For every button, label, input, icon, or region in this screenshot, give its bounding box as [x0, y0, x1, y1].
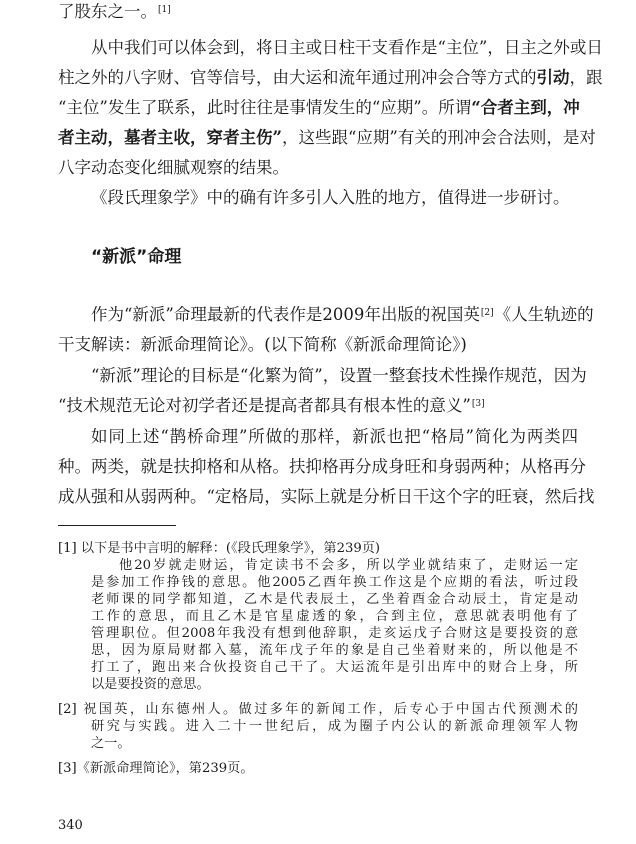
footnote-line: [2] 祝国英，山东德州人。做过多年的新闻工作，后专心于中国古代预测术的 [58, 702, 578, 717]
text-run: “技术规范无论对初学者还是提高者都具有根本性的意义” [58, 396, 471, 415]
text-run: 《段氏理象学》中的确有许多引人入胜的地方，值得进一步研讨。 [91, 188, 570, 207]
bold-text: 引动 [536, 68, 570, 87]
text-run: 了股东之一。 [58, 2, 157, 21]
footnote-line: 研究与实践。进入二十一世纪后，成为圈子内公认的新派命理领军人物 [91, 719, 578, 734]
footnote-mark: [2] [480, 308, 494, 318]
text-run: 《人生轨迹的 [494, 305, 594, 324]
footnote-line: 是参加工作挣钱的意思。他2005乙酉年换工作这是个应期的看法，听过段 [91, 575, 578, 590]
text-run: 种。两类，就是扶抑格和从格。扶抑格再分成身旺和身弱两种；从格再分 [58, 457, 586, 476]
footnote-line: 打工了，跑出来合伙投资自己干了。大运流年是引出库中的财合上身，所 [91, 660, 578, 675]
footnote-line: 思，因为原局财都入墓，流年戊子年的象是自己坐着财来的，所以他是不 [91, 643, 578, 658]
body-line [58, 457, 586, 477]
text-run: ，跟 [569, 68, 603, 87]
footnote-line: 他20岁就走财运，肯定读书不会多，所以学业就结束了，走财运一定 [119, 558, 578, 573]
text-run: “主位”发生了联系，此时往往是事情发生的“应期”。所谓 [58, 98, 472, 117]
text-run: 干支解读：新派命理简论》。(以下简称《新派命理简论》) [58, 335, 467, 354]
text-run: 柱之外的八字财、官等信号，由大运和流年通过刑冲会合等方式的 [58, 68, 537, 87]
body-line [58, 128, 596, 148]
body-line [58, 68, 603, 88]
body-line [91, 427, 578, 447]
body-line [91, 366, 587, 386]
footnote-line: 以是要投资的意思。 [91, 677, 210, 692]
text-run: ，这些跟“应期”有关的刑冲会合法则，是对 [282, 128, 596, 147]
bold-text: 者主动，墓者主收，穿者主伤” [58, 128, 282, 147]
body-line [58, 98, 578, 118]
footnote-mark: [3] [471, 399, 485, 409]
body-line [58, 335, 467, 355]
section-heading: “新派”命理 [91, 247, 182, 267]
footnote-line: 之一。 [91, 736, 131, 751]
text-run: 八字动态变化细腻观察的结果。 [58, 158, 289, 177]
text-run: 成从强和从弱两种。“定格局，实际上就是分析日干这个字的旺衰，然后找 [58, 487, 595, 506]
body-line [58, 158, 289, 178]
body-line [91, 305, 594, 325]
page-number: 340 [58, 818, 83, 833]
footnote-line: [1] 以下是书中言明的解释：(《段氏理象学》，第239页) [58, 541, 381, 556]
footnote-line: 老师课的同学都知道，乙木是代表辰土，乙坐着酉金合动辰土，肯定是动 [91, 592, 578, 607]
body-line [91, 188, 570, 208]
text-run: 从中我们可以体会到，将日主或日柱干支看作是“主位”，日主之外或日 [91, 38, 603, 57]
bold-text: “合者主到，冲 [471, 98, 580, 117]
body-line [58, 2, 172, 22]
text-run: 如同上述“鹊桥命理”所做的那样，新派也把“格局”简化为两类四 [91, 427, 578, 446]
body-line [58, 487, 595, 507]
text-run: “新派”理论的目标是“化繁为简”，设置一整套技术性操作规范，因为 [91, 366, 587, 385]
text-run: 作为“新派”命理最新的代表作是2009年出版的祝国英 [91, 305, 480, 324]
footnote-mark: [1] [158, 5, 171, 15]
footnote-separator [58, 525, 176, 526]
footnote-line: 管理职位。但2008年我没有想到他辞职，走亥运戊子合财这是要投资的意 [91, 626, 578, 641]
footnote-line: [3]《新派命理简论》，第239页。 [58, 761, 254, 776]
body-line [91, 38, 603, 58]
footnote-line: 工作的意思，而且乙木是官星虚透的象，合到主位，意思就表明他有了 [91, 609, 578, 624]
body-line [58, 396, 486, 416]
